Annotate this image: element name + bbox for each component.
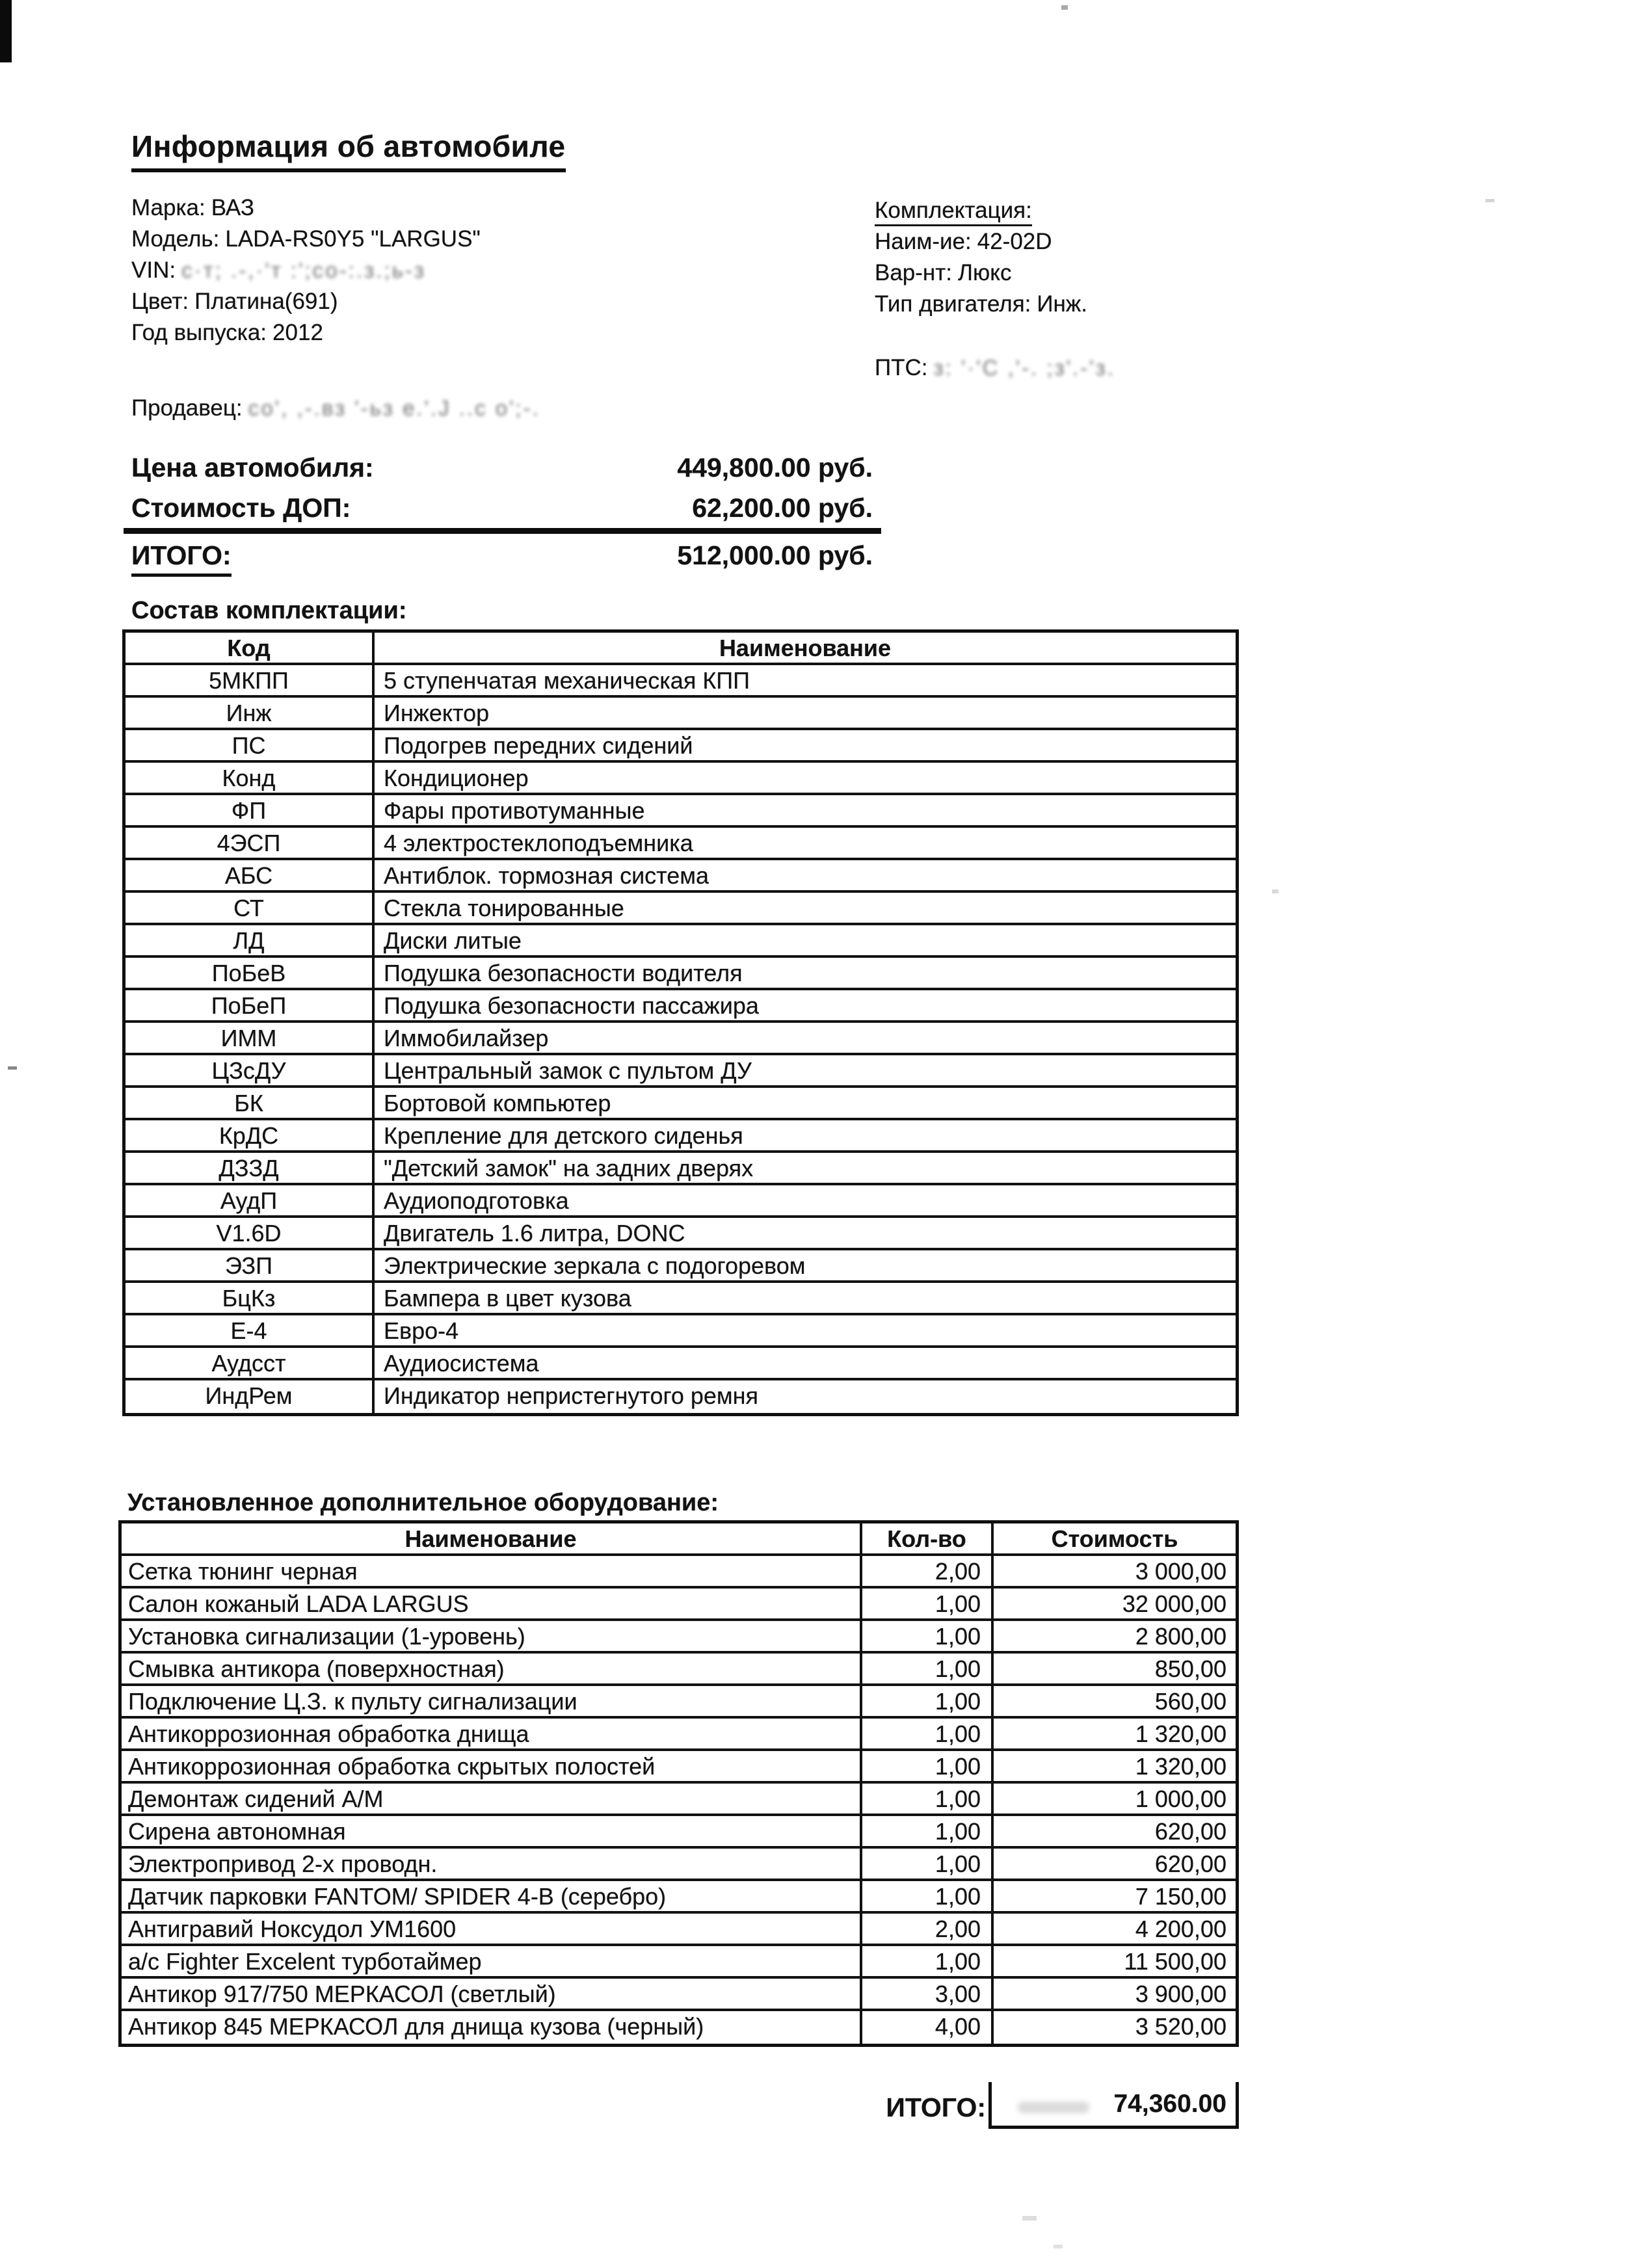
equipment-code-cell: V1.6D — [126, 1218, 375, 1248]
equipment-code-cell: 4ЭСП — [126, 828, 375, 858]
extras-name-cell: Антигравий Ноксудол УМ1600 — [128, 1916, 457, 1942]
equipment-table-row — [126, 1250, 1236, 1283]
scan-smudge — [1018, 2102, 1089, 2113]
extras-qty-cell: 3,00 — [860, 1979, 991, 2009]
extras-table-row — [122, 1979, 1236, 2011]
extras-qty-cell: 1,00 — [860, 1751, 991, 1781]
vehicle-make-label: Марка: — [131, 195, 206, 220]
extras-name-cell: Антикоррозионная обработка днища — [128, 1721, 529, 1747]
equipment-code-cell: БцКз — [126, 1283, 375, 1313]
extras-qty-cell: 1,00 — [860, 1654, 991, 1683]
equipment-code-cell: Аудсст — [126, 1348, 375, 1378]
grand-total-row — [131, 540, 873, 577]
extras-cost-cell: 4 200,00 — [991, 1914, 1236, 1944]
extras-table-row — [122, 1946, 1236, 1979]
extras-cost-cell: 3 520,00 — [991, 2011, 1236, 2044]
equipment-table-row — [126, 1185, 1236, 1218]
equipment-code-cell: СТ — [126, 893, 375, 923]
extras-cost-cell: 620,00 — [991, 1849, 1236, 1879]
trim-name-line — [875, 226, 1115, 257]
extras-table-row — [122, 1784, 1236, 1816]
equipment-code-cell: Е-4 — [126, 1315, 375, 1345]
equipment-table-row — [126, 730, 1236, 763]
extras-qty-cell: 1,00 — [860, 1881, 991, 1911]
equipment-name-cell: Бортовой компьютер — [384, 1090, 611, 1116]
extras-table-row — [122, 1914, 1236, 1946]
vehicle-color-value: Платина(691) — [194, 289, 338, 314]
equipment-table-row — [126, 1153, 1236, 1185]
equipment-table — [122, 629, 1239, 1416]
equipment-code-cell: БК — [126, 1088, 375, 1118]
equipment-code-cell: ПоБеП — [126, 990, 375, 1020]
seller-line — [131, 395, 540, 421]
grand-total-label: ИТОГО: — [131, 540, 232, 577]
seller-value-illegible: со', ,-.вз '-ьз е.'.Ј ..с о';-. — [248, 396, 540, 420]
trim-variant-label: Вар-нт: — [875, 260, 953, 285]
trim-variant-value: Люкс — [958, 260, 1012, 285]
vehicle-vin-label: VIN: — [131, 257, 176, 283]
extras-table-row — [122, 1654, 1236, 1686]
extras-name-cell: Установка сигнализации (1-уровень) — [128, 1623, 525, 1650]
extras-price-row — [131, 493, 873, 523]
equipment-name-cell: 4 электростеклоподъемника — [384, 830, 693, 856]
extras-name-cell: Антикор 917/750 МЕРКАСОЛ (светлый) — [128, 1981, 556, 2007]
extras-qty-cell: 1,00 — [860, 1719, 991, 1748]
grand-total-value: 512,000.00 руб. — [677, 540, 873, 570]
equipment-code-cell: ЛД — [126, 925, 375, 955]
equipment-name-cell: Электрические зеркала с подогоревом — [384, 1252, 806, 1279]
equipment-table-row — [126, 1055, 1236, 1088]
equipment-code-cell: ИндРем — [126, 1380, 375, 1413]
equipment-table-row — [126, 1218, 1236, 1250]
extras-table-row — [122, 1751, 1236, 1784]
equipment-code-cell: ФП — [126, 795, 375, 825]
scan-speck — [1061, 5, 1068, 10]
vehicle-vin-line — [131, 255, 481, 286]
extras-total-label: ИТОГО: — [886, 2092, 986, 2122]
extras-qty-cell: 1,00 — [860, 1621, 991, 1651]
equipment-table-row — [126, 1120, 1236, 1153]
car-price-value: 449,800.00 руб. — [677, 453, 873, 482]
extras-name-cell: Салон кожаный LADA LARGUS — [128, 1590, 469, 1617]
equipment-name-cell: Аудиоподготовка — [384, 1187, 569, 1214]
equipment-name-cell: Центральный замок с пультом ДУ — [384, 1057, 752, 1084]
equipment-code-cell: ЭЗП — [126, 1250, 375, 1280]
engine-type-label: Тип двигателя: — [875, 291, 1031, 317]
equipment-table-row — [126, 1023, 1236, 1055]
extras-cost-cell: 11 500,00 — [991, 1946, 1236, 1976]
extras-cost-cell: 32 000,00 — [991, 1589, 1236, 1618]
extras-table — [118, 1520, 1239, 2047]
equipment-table-row — [126, 1380, 1236, 1413]
equipment-name-cell: Двигатель 1.6 литра, DONC — [384, 1220, 685, 1246]
equipment-name-cell: Диски литые — [384, 927, 522, 954]
equipment-table-row — [126, 763, 1236, 795]
extras-cost-cell: 7 150,00 — [991, 1881, 1236, 1911]
equipment-name-cell: Подушка безопасности пассажира — [384, 992, 759, 1019]
vehicle-info-right — [875, 195, 1115, 384]
pts-line — [875, 352, 1115, 384]
extras-name-cell: Подключение Ц.З. к пульту сигнализации — [128, 1688, 577, 1715]
equipment-table-row — [126, 990, 1236, 1023]
equipment-name-cell: Подогрев передних сидений — [384, 732, 693, 759]
equipment-table-row — [126, 893, 1236, 925]
extras-cost-cell: 3 000,00 — [991, 1556, 1236, 1586]
extras-name-cell: Датчик парковки FANTOM/ SPIDER 4-В (серебро) — [128, 1883, 667, 1910]
engine-type-line — [875, 289, 1115, 320]
equipment-name-cell: Индикатор непристегнутого ремня — [384, 1382, 759, 1409]
extras-qty-cell: 1,00 — [860, 1784, 991, 1813]
equipment-name-cell: Крепление для детского сиденья — [384, 1122, 743, 1149]
equipment-name-cell: 5 ступенчатая механическая КПП — [384, 667, 750, 694]
car-price-row — [131, 453, 873, 483]
equipment-code-cell: Конд — [126, 763, 375, 793]
extras-total-cell — [988, 2082, 1239, 2129]
equipment-table-row — [126, 1348, 1236, 1380]
scan-speck — [1054, 2245, 1063, 2248]
scan-artifact-corner-bar — [0, 0, 12, 62]
extras-cost-cell: 620,00 — [991, 1816, 1236, 1846]
extras-name-cell: Антикоррозионная обработка скрытых полостей — [128, 1753, 656, 1780]
extras-cost-cell: 850,00 — [991, 1654, 1236, 1683]
equipment-name-cell: Евро-4 — [384, 1317, 459, 1344]
equipment-code-cell: АБС — [126, 860, 375, 890]
extras-cost-cell: 1 320,00 — [991, 1751, 1236, 1781]
vehicle-color-label: Цвет: — [131, 289, 189, 314]
vehicle-info-left — [131, 192, 481, 349]
trim-name-value: 42-02D — [977, 229, 1052, 254]
extras-table-row — [122, 1719, 1236, 1751]
extras-header-name: Наименование — [404, 1525, 577, 1552]
extras-name-cell: Электропривод 2-х проводн. — [128, 1851, 438, 1877]
extras-qty-cell: 1,00 — [860, 1816, 991, 1846]
equipment-code-cell: Инж — [126, 698, 375, 728]
extras-price-label: Стоимость ДОП: — [131, 493, 351, 523]
pts-label: ПТС: — [875, 355, 928, 380]
vehicle-year-value: 2012 — [272, 320, 323, 345]
equipment-name-cell: "Детский замок" на задних дверях — [384, 1155, 754, 1181]
equipment-name-cell: Аудиосистема — [384, 1350, 539, 1377]
page-title: Информация об автомобиле — [131, 129, 566, 172]
seller-label: Продавец: — [131, 395, 243, 421]
vehicle-model-value: LADA-RS0Y5 "LARGUS" — [225, 226, 481, 252]
vehicle-year-line — [131, 317, 481, 349]
extras-table-row — [122, 1686, 1236, 1719]
car-price-label: Цена автомобиля: — [131, 453, 374, 482]
equipment-name-cell: Стекла тонированные — [384, 895, 624, 921]
vehicle-vin-value-illegible: с·т; .-,·'т :';со-:.з.;ь-з — [181, 258, 426, 282]
scan-speck — [8, 1066, 17, 1070]
extras-name-cell: Сирена автономная — [128, 1818, 346, 1845]
trim-heading-line — [875, 195, 1115, 226]
scan-speck — [1022, 2216, 1037, 2221]
extras-qty-cell: 2,00 — [860, 1914, 991, 1944]
vehicle-model-line — [131, 224, 481, 255]
extras-qty-cell: 1,00 — [860, 1686, 991, 1716]
extras-table-row — [122, 2011, 1236, 2044]
equipment-code-cell: ПоБеВ — [126, 958, 375, 988]
extras-header-cost: Стоимость — [991, 1523, 1236, 1553]
extras-section-title: Установленное дополнительное оборудование: — [127, 1489, 719, 1516]
trim-variant-line — [875, 257, 1115, 289]
extras-cost-cell: 2 800,00 — [991, 1621, 1236, 1651]
vehicle-make-line — [131, 192, 481, 224]
equipment-table-row — [126, 860, 1236, 893]
extras-table-row — [122, 1621, 1236, 1654]
equipment-section-title: Состав комплектации: — [131, 597, 407, 624]
extras-table-header — [122, 1523, 1236, 1556]
equipment-code-cell: АудП — [126, 1185, 375, 1215]
extras-name-cell: Демонтаж сидений А/М — [128, 1786, 384, 1812]
equipment-header-code: Код — [126, 633, 375, 663]
equipment-name-cell: Подушка безопасности водителя — [384, 960, 743, 986]
equipment-name-cell: Кондиционер — [384, 765, 529, 791]
vehicle-color-line — [131, 286, 481, 317]
pts-value-illegible: з: '·'С ,'-. ;з'.-'з. — [933, 356, 1115, 380]
equipment-code-cell: ПС — [126, 730, 375, 760]
extras-qty-cell: 1,00 — [860, 1589, 991, 1618]
vehicle-make-value: ВАЗ — [211, 195, 255, 220]
extras-table-row — [122, 1816, 1236, 1849]
equipment-code-cell: КрДС — [126, 1120, 375, 1150]
extras-qty-cell: 1,00 — [860, 1849, 991, 1879]
equipment-table-row — [126, 1283, 1236, 1315]
equipment-code-cell: ИММ — [126, 1023, 375, 1053]
extras-table-row — [122, 1881, 1236, 1914]
extras-cost-cell: 3 900,00 — [991, 1979, 1236, 2009]
equipment-code-cell: ДЗЗД — [126, 1153, 375, 1183]
equipment-table-row — [126, 698, 1236, 730]
extras-total-value: 74,360.00 — [1113, 2090, 1226, 2118]
equipment-code-cell: 5МКПП — [126, 665, 375, 695]
equipment-table-header — [126, 633, 1236, 665]
vehicle-model-label: Модель: — [131, 226, 220, 252]
extras-table-row — [122, 1589, 1236, 1621]
extras-cost-cell: 1 000,00 — [991, 1784, 1236, 1813]
trim-name-label: Наим-ие: — [875, 229, 972, 254]
extras-name-cell: Смывка антикора (поверхностная) — [128, 1655, 505, 1682]
vehicle-year-label: Год выпуска: — [131, 320, 267, 345]
engine-type-value: Инж. — [1037, 291, 1087, 317]
price-separator-rule — [124, 528, 881, 534]
extras-qty-cell: 1,00 — [860, 1946, 991, 1976]
equipment-table-row — [126, 828, 1236, 860]
extras-table-row — [122, 1556, 1236, 1589]
equipment-table-row — [126, 1315, 1236, 1348]
equipment-table-row — [126, 665, 1236, 698]
scan-speck — [1485, 199, 1494, 202]
equipment-name-cell: Инжектор — [384, 700, 490, 726]
extras-cost-cell: 1 320,00 — [991, 1719, 1236, 1748]
extras-header-qty: Кол-во — [860, 1523, 991, 1553]
equipment-name-cell: Бампера в цвет кузова — [384, 1285, 631, 1312]
extras-cost-cell: 560,00 — [991, 1686, 1236, 1716]
extras-table-row — [122, 1849, 1236, 1881]
extras-qty-cell: 4,00 — [860, 2011, 991, 2044]
equipment-name-cell: Иммобилайзер — [384, 1025, 549, 1051]
trim-heading: Комплектация: — [875, 198, 1032, 226]
equipment-code-cell: ЦЗсДУ — [126, 1055, 375, 1085]
equipment-table-row — [126, 958, 1236, 990]
equipment-header-name: Наименование — [719, 635, 892, 661]
equipment-name-cell: Антиблок. тормозная система — [384, 862, 709, 889]
equipment-table-row — [126, 925, 1236, 958]
extras-name-cell: Антикор 845 МЕРКАСОЛ для днища кузова (черный) — [128, 2013, 704, 2040]
extras-name-cell: a/c Fighter Excelent турботаймер — [128, 1948, 482, 1975]
equipment-table-row — [126, 795, 1236, 828]
scan-speck — [1272, 890, 1279, 893]
equipment-name-cell: Фары противотуманные — [384, 797, 645, 824]
extras-name-cell: Сетка тюнинг черная — [128, 1558, 358, 1585]
extras-price-value: 62,200.00 руб. — [692, 493, 873, 523]
equipment-table-row — [126, 1088, 1236, 1120]
extras-qty-cell: 2,00 — [860, 1556, 991, 1586]
